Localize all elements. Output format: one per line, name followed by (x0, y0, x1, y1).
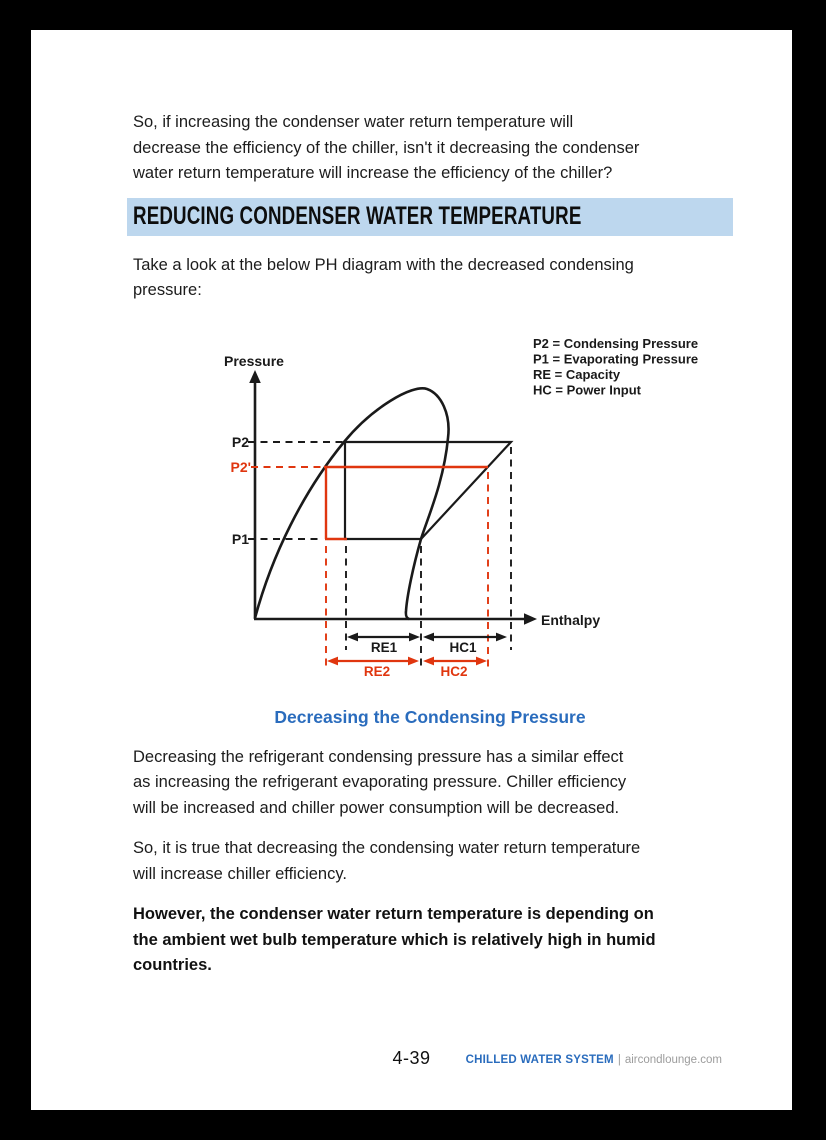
footer-right (466, 1054, 722, 1066)
text-line: the ambient wet bulb temperature which is relatively high in humid (133, 930, 656, 949)
text-line: pressure: (133, 281, 202, 299)
saturation-dome-curve (255, 388, 449, 619)
text-line: Decreasing the refrigerant condensing pressure has a similar effect (133, 747, 624, 766)
section-heading: REDUCING CONDENSER WATER TEMPERATURE (133, 202, 582, 230)
svg-text:RE = Capacity: RE = Capacity (533, 366, 621, 382)
text-line: So, if increasing the condenser water return temperature will (133, 113, 574, 131)
figure-caption: Decreasing the Condensing Pressure (274, 706, 586, 727)
hc1-label: HC1 (449, 639, 477, 655)
footer-site: aircondlounge.com (624, 1054, 722, 1066)
take-look-paragraph (133, 253, 727, 304)
footer-doc-title: CHILLED WATER SYSTEM (465, 1054, 614, 1066)
text-line: will increase chiller efficiency. (133, 864, 347, 883)
section-heading-band (127, 198, 733, 236)
enthalpy-axis (254, 613, 537, 625)
however-paragraph (133, 902, 727, 979)
svg-text:P1 = Evaporating Pressure: P1 = Evaporating Pressure (533, 351, 699, 366)
text-line: countries. (133, 956, 212, 974)
diagram-legend (533, 336, 698, 398)
so-true-paragraph (133, 836, 727, 887)
re1-label: RE1 (370, 639, 398, 655)
text-line: water return temperature will increase the efficiency of the chiller? (133, 164, 613, 182)
document-page (31, 30, 792, 1110)
axis-arrow-right-icon (524, 613, 537, 625)
effect-paragraph (133, 745, 727, 822)
axis-arrow-up-icon (249, 370, 261, 383)
text-line: will be increased and chiller power consumption will be decreased. (133, 798, 620, 817)
base-cycle (345, 442, 511, 539)
pressure-axis (249, 370, 261, 619)
p2-label: P2 (231, 433, 249, 450)
svg-text:P2 = Condensing Pressure: P2 = Condensing Pressure (533, 335, 699, 351)
p2new-label: P2' (230, 458, 251, 475)
text-line: So, it is true that decreasing the condensing water return temperature (133, 839, 641, 857)
page-content (31, 30, 792, 979)
text-line: decrease the efficiency of the chiller, isn't it decreasing the condenser (133, 138, 640, 157)
page-footer (31, 1046, 792, 1076)
svg-text:HC = Power Input: HC = Power Input (533, 382, 641, 397)
text-line: Take a look at the below PH diagram with the decreased condensing (133, 255, 634, 274)
page-number: 4-39 (392, 1048, 431, 1068)
pressure-axis-label: Pressure (224, 352, 284, 369)
intro-paragraph (133, 110, 727, 187)
p1-label: P1 (231, 530, 249, 547)
hc2-label: HC2 (440, 663, 468, 679)
new-cycle (324, 466, 488, 539)
enthalpy-axis-label: Enthalpy (541, 611, 601, 628)
text-line: However, the condenser water return temperature is depending on (133, 905, 654, 923)
re2-label: RE2 (363, 663, 391, 679)
ph-diagram (200, 330, 745, 685)
text-line: as increasing the refrigerant evaporating pressure. Chiller efficiency (133, 773, 627, 791)
footer-separator: | (617, 1054, 621, 1066)
